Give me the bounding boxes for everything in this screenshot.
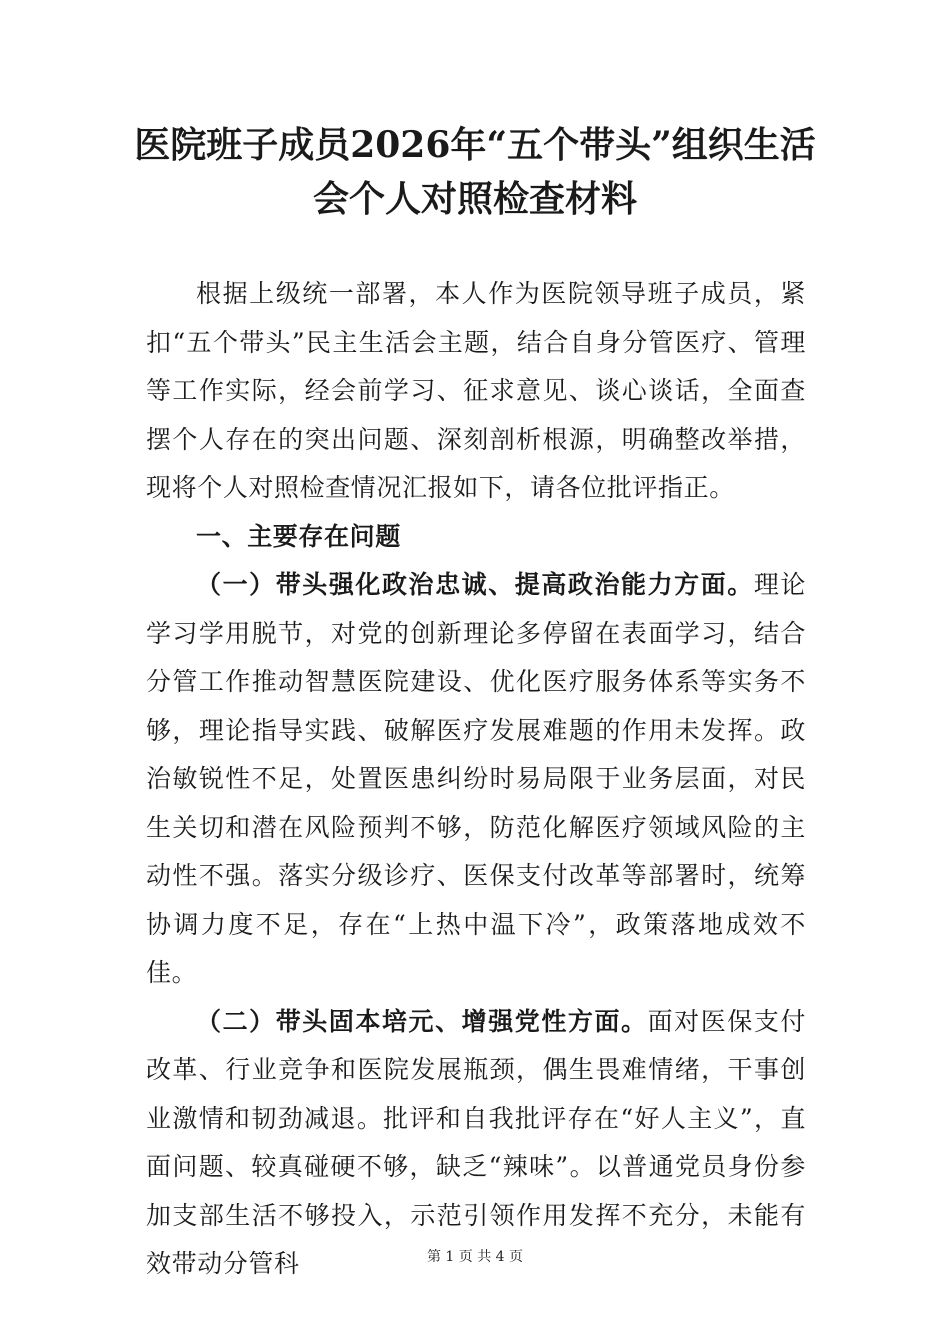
item-paragraph-2 <box>146 998 806 1289</box>
document-body <box>146 270 806 1289</box>
item-text-2: 面对医保支付改革、行业竞争和医院发展瓶颈，偶生畏难情绪，干事创业激情和韧劲减退。批评和自我批评存在“好人主义”，直面问题、较真碰硬不够，缺乏“辣味”。以普通党员身份参加支部生活不够投入，示范引领作用发挥不充分，未能有效带动分管科 <box>146 1006 806 1278</box>
page-footer: 第 1 页 共 4 页 <box>426 1249 524 1265</box>
item-lead-1: （一）带头强化政治忠诚、提高政治能力方面。 <box>196 570 754 599</box>
document-title: 医院班子成员2026年“五个带头”组织生活会个人对照检查材料 <box>134 124 816 220</box>
item-paragraph-1 <box>146 561 806 998</box>
item-lead-2: （二）带头固本培元、增强党性方面。 <box>196 1006 648 1036</box>
section-heading: 一、主要存在问题 <box>196 521 401 551</box>
intro-paragraph: 根据上级统一部署，本人作为医院领导班子成员，紧扣“五个带头”民主生活会主题，结合自身分管医疗、管理等工作实际，经会前学习、征求意见、谈心谈话，全面查摆个人存在的突出问题、深刻剖析根源，明确整改举措，现将个人对照检查情况汇报如下，请各位批评指正。 <box>146 279 806 502</box>
item-text-1: 理论学习学用脱节，对党的创新理论多停留在表面学习，结合分管工作推动智慧医院建设、优化医疗服务体系等实务不够，理论指导实践、破解医疗发展难题的作用未发挥。政治敏锐性不足，处置医患纠纷时易局限于业务层面，对民生关切和潜在风险预判不够，防范化解医疗领域风险的主动性不强。落实分级诊疗、医保支付改革等部署时，统筹协调力度不足，存在“上热中温下冷”，政策落地成效不佳。 <box>146 570 806 987</box>
